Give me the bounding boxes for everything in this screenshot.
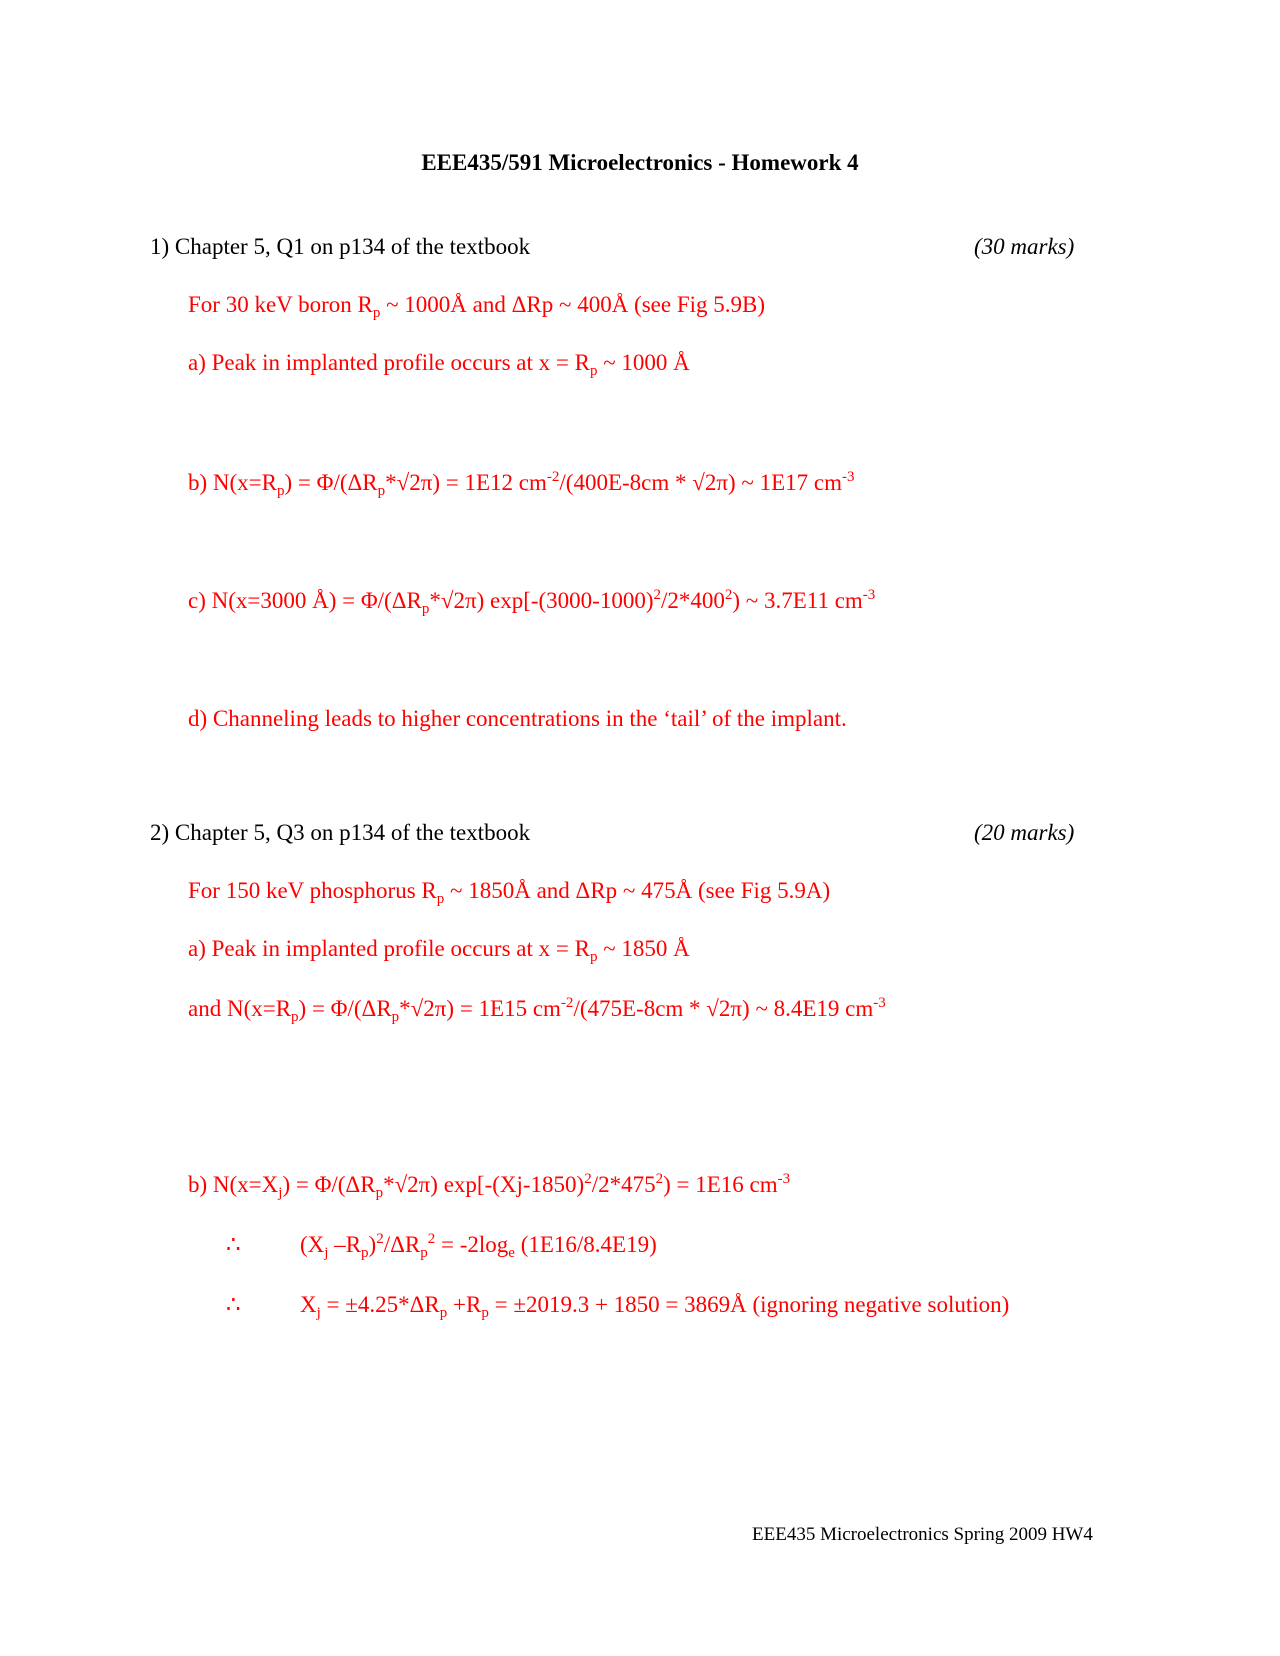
q2-step-2: $X_j = \pm 4.25*\Delta R_p +R_p = \pm 2019.3 + 1850$ = 3869Å (ignoring negative solution) [300,1292,1010,1321]
q1-label: 1) Chapter 5, Q1 on p134 of the textbook [150,234,531,259]
page-title: EEE435/591 Microelectronics - Homework 4 [421,150,859,175]
q2-part-a: a) Peak in implanted profile occurs at $x = R_p$ ~ 1850 Å [188,936,690,965]
q1-marks: (30 marks) [974,234,1075,259]
q1-part-b: b) $N(x=R_p) = \Phi/(\Delta R_p*√2\pi) = 1E12$ $cm^{-2}/(400E-8cm * √2\pi)$ ~ 1E17 $cm^{-3}$ [188,469,855,499]
q1-part-c: c) N(x=3000 Å) = $\Phi/(\Delta R_p*√2\pi)$ $\exp[-(3000-1000)^2/2*400^2)$ ~ 3.7E11 $cm^{-3}$ [188,587,876,617]
page-footer: EEE435 Microelectronics Spring 2009 HW4 [752,1524,1093,1545]
therefore-symbol: ∴ [226,1292,241,1317]
therefore-symbol: ∴ [226,1232,241,1257]
q1-part-d: d) Channeling leads to higher concentrations in the ‘tail’ of the implant. [188,706,847,731]
q2-marks: (20 marks) [974,820,1075,845]
q2-intro: For 150 keV phosphorus $R_p$ ~ 1850Å and ΔRp ~ 475Å (see Fig 5.9A) [188,878,831,907]
q2-label: 2) Chapter 5, Q3 on p134 of the textbook [150,820,531,845]
q2-step-1: ($X_j$ $-R_p)^2/\Delta R_p^2 = -2\log_e$ (1E16/8.4E19) [300,1231,657,1261]
q1-intro: For 30 keV boron $R_p$ ~ 1000Å and ΔRp ~ 400Å (see Fig 5.9B) [188,292,766,321]
q2-part-a-concentration: and $N(x=R_p) = \Phi/(\Delta R_p*√2\pi) = 1E15$ $cm^{-2}/(475E-8cm * √2\pi)$ ~ 8.4E19 $cm^{-3}$ [188,995,886,1025]
q1-part-a: a) Peak in implanted profile occurs at $x = R_p$ ~ 1000 Å [188,350,690,379]
q2-part-b: b) $N(x=X_j) = \Phi/(\Delta R_p*√2\pi) \exp[-(Xj-1850)^2/2*475^2) = 1E16$ $cm^{-3}$ [188,1171,791,1201]
